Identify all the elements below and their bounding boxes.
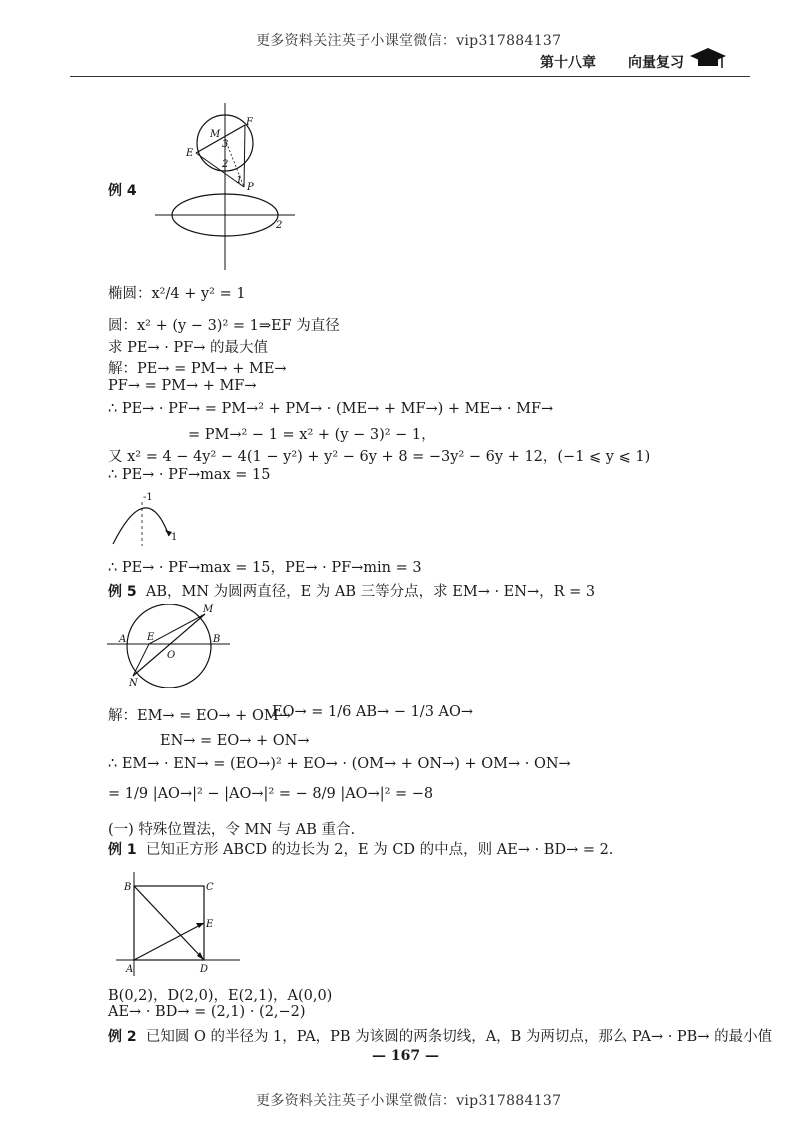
sq-label-B: B: [124, 882, 132, 893]
example5-statement: AB，MN 为圆两直径，E 为 AB 三等分点，求 EM→ · EN→，R = 3: [145, 584, 596, 600]
footer-watermark: 更多资料关注英子小课堂微信：vip317884137: [256, 1093, 562, 1109]
e4-line-9: ∴ PE→ · PF→max = 15: [108, 467, 271, 483]
e5-label-O: O: [167, 650, 176, 661]
label-1: 1: [236, 175, 243, 186]
e5-line-2: EO→ = 1/6 AB→ − 1/3 AO→: [272, 704, 474, 720]
label-M: M: [210, 129, 221, 140]
method1-calc: AE→ · BD→ = (2,1) · (2,−2): [108, 1004, 306, 1020]
label-axis-2: 2: [276, 220, 283, 231]
e5-line-5: = 1/9 |AO→|² − |AO→|² = − 8/9 |AO→|² = −8: [108, 786, 434, 802]
e5-label-B: B: [213, 634, 221, 645]
e4-line-6: ∴ PE→ · PF→ = PM→² + PM→ · (ME→ + MF→) + ME→ · MF→: [108, 401, 554, 417]
e5-label-E: E: [147, 632, 155, 643]
method1-ex2: [108, 1025, 772, 1046]
e4-line-1: 椭圆：x²/4 + y² = 1: [108, 286, 246, 302]
method1-ex1-statement: 已知正方形 ABCD 的边长为 2，E 为 CD 的中点，则 AE→ · BD→ = 2.: [145, 842, 614, 858]
e4-line-7: = PM→² − 1 = x² + (y − 3)² − 1，: [188, 427, 436, 443]
parabola-label-top: -1: [143, 492, 153, 503]
e5-label-A: A: [119, 634, 127, 645]
e5-line-4: ∴ EM→ · EN→ = (EO→)² + EO→ · (OM→ + ON→) + OM→ · ON→: [108, 756, 571, 772]
sq-label-C: C: [206, 882, 214, 893]
example4-label: 例 4: [108, 183, 137, 199]
parabola-figure: [105, 488, 195, 548]
chapter-label: 第十八章: [540, 55, 596, 71]
method1-heading: (一) 特殊位置法，令 MN 与 AB 重合.: [108, 822, 356, 838]
e4-line-4: 解：PE→ = PM→ + ME→: [108, 361, 287, 377]
sq-label-A: A: [126, 964, 134, 975]
e4-line-5: PF→ = PM→ + MF→: [108, 378, 257, 394]
sq-label-E: E: [206, 919, 214, 930]
e5-line-3: EN→ = EO→ + ON→: [160, 733, 310, 749]
square-figure: [112, 870, 242, 980]
label-E: E: [186, 148, 194, 159]
e4-line-3: 求 PE→ · PF→ 的最大值: [108, 340, 269, 356]
example5-line: [108, 580, 595, 601]
e5-label-N: N: [129, 678, 138, 688]
method1-coords: B(0,2)，D(2,0)，E(2,1)，A(0,0): [108, 988, 333, 1004]
sq-label-D: D: [200, 964, 209, 975]
label-2: 2: [222, 159, 229, 170]
example5-figure: [105, 604, 235, 688]
header-rule: [70, 76, 750, 77]
section-label: 向量复习: [628, 55, 684, 71]
method1-ex1: [108, 838, 613, 859]
example4-figure: [150, 95, 300, 275]
method1-ex2-statement: 已知圆 O 的半径为 1，PA，PB 为该圆的两条切线，A，B 为两切点，那么 PA→ · PB→ 的最小值: [145, 1029, 773, 1045]
e5-line-1: 解：EM→ = EO→ + OM→: [108, 708, 291, 724]
e4-line-2: 圆：x² + (y − 3)² = 1⇒EF 为直径: [108, 318, 340, 334]
method1-ex1-label: 例 1: [108, 842, 137, 858]
parabola-label-right: 1: [171, 532, 178, 543]
header-watermark: 更多资料关注英子小课堂微信：vip317884137: [256, 33, 562, 49]
label-F: F: [246, 117, 253, 128]
label-P: P: [247, 182, 254, 193]
label-3: 3: [222, 139, 229, 150]
example5-label: 例 5: [108, 584, 137, 600]
page-number: — 167 —: [372, 1048, 439, 1064]
graduation-cap-icon: [688, 44, 728, 70]
method1-ex2-label: 例 2: [108, 1029, 137, 1045]
e4-line-8: 又 x² = 4 − 4y² − 4(1 − y²) + y² − 6y + 8 = −3y² − 6y + 12，(−1 ⩽ y ⩽ 1): [108, 449, 651, 465]
e4-result: ∴ PE→ · PF→max = 15，PE→ · PF→min = 3: [108, 560, 422, 576]
e5-label-M: M: [203, 604, 214, 615]
